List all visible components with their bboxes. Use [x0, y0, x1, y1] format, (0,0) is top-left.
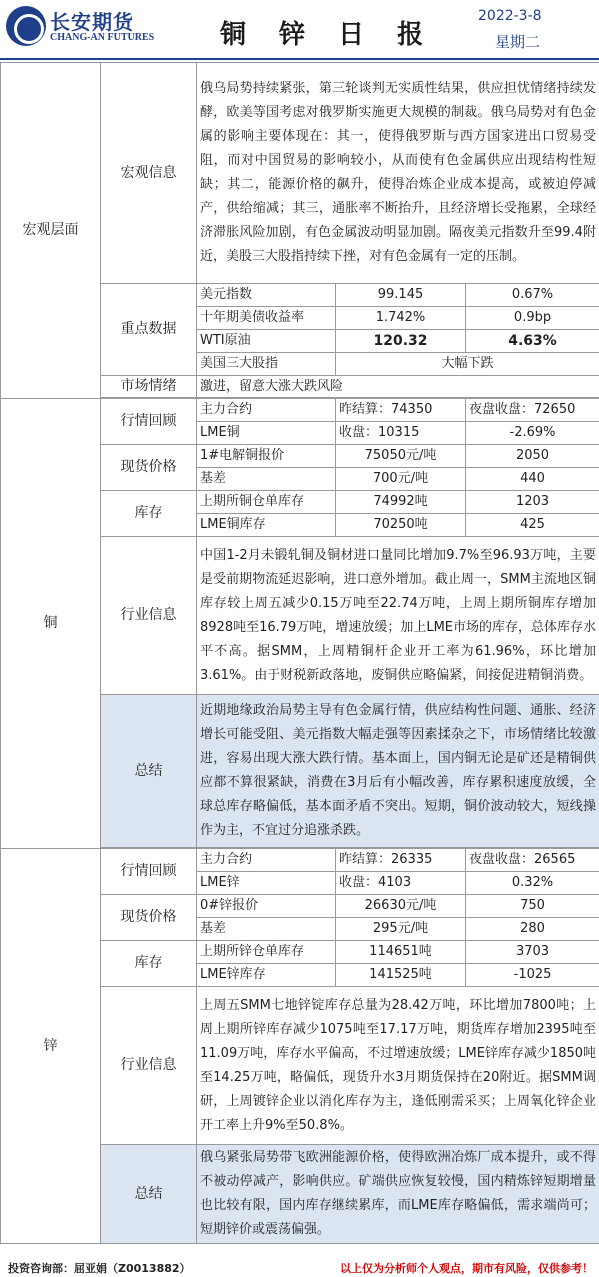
- report-weekday: 星期二: [495, 33, 541, 51]
- zinc-review-c: 夜盘收盘：26565: [466, 849, 599, 872]
- zinc-review-a: LME锌: [197, 872, 336, 895]
- copper-review-b: 收盘：10315: [336, 422, 466, 445]
- zinc-stock-c: 3703: [466, 941, 599, 964]
- copper-summary-text: 近期地缘政治局势主导有色金属行情，供应结构性问题、通胀、经济增长可能受阻、美元指数大幅走强等因素揉杂之下，市场情绪比较激进，容易出现大涨大跌行情。基本面上，国内铜无论是矿还是精铜供应都不算很紧缺，消费在3月后有小幅改善，库存累积速度放缓，全球总库存略偏低，基本面矛盾不突出。短期，铜价波动较大，短线操作为主，不宜过分追涨杀跌。: [197, 695, 599, 848]
- zinc-spot-b: 295元/吨: [336, 918, 466, 941]
- copper-stock-label: 库存: [101, 491, 197, 537]
- sentiment-text: 激进，留意大涨大跌风险: [197, 376, 599, 398]
- copper-summary-label: 总结: [101, 695, 197, 848]
- report-date: 2022-3-8: [478, 8, 542, 24]
- company-name-cn: 长安期货: [50, 10, 134, 34]
- zinc-spot-a: 0#锌报价: [197, 895, 336, 918]
- key-row-name: 美元指数: [197, 284, 336, 307]
- zinc-review-b: 收盘：4103: [336, 872, 466, 895]
- copper-industry-label: 行业信息: [101, 537, 197, 695]
- zinc-summary-text: 俄乌紧张局势带飞欧洲能源价格，使得欧洲冶炼厂成本提升，或不得不被动停减产，影响供应。矿端供应恢复较慢，国内精炼锌短期增量也比较有限，国内库存继续累库，而LME库存略偏低，需求端尚可；短期锌价或震荡偏强。: [197, 1145, 599, 1244]
- zinc-stock-b: 141525吨: [336, 964, 466, 987]
- zinc-spot-a: 基差: [197, 918, 336, 941]
- zinc-review-b: 昨结算：26335: [336, 849, 466, 872]
- report-table: [0, 62, 599, 1244]
- report-title: 铜 锌 日 报: [220, 20, 436, 50]
- zinc-stock-b: 114651吨: [336, 941, 466, 964]
- zinc-stock-label: 库存: [101, 941, 197, 987]
- zinc-spot-c: 750: [466, 895, 599, 918]
- copper-stock-c: 1203: [466, 491, 599, 514]
- copper-spot-b: 75050元/吨: [336, 445, 466, 468]
- zinc-stock-a: 上期所锌仓单库存: [197, 941, 336, 964]
- copper-spot-c: 2050: [466, 445, 599, 468]
- company-name-en: CHANG-AN FUTURES: [50, 32, 155, 43]
- key-row-name: 十年期美债收益率: [197, 307, 336, 330]
- report-header: [0, 0, 599, 60]
- key-row-value: 99.145: [336, 284, 466, 307]
- zinc-review-a: 主力合约: [197, 849, 336, 872]
- copper-industry-text: 中国1-2月未锻轧铜及铜材进口量同比增加9.7%至96.93万吨，主要是受前期物流延迟影响，进口意外增加。截止周一，SMM主流地区铜库存较上周五减少0.15万吨至22.74万吨，上周上期所铜库存增加8928吨至16.79万吨，增速放缓；加上LME市场的库存，总体库存水平不高。据SMM，上周精铜杆企业开工率为61.96%，环比增加3.61%。由于财税新政落地，废铜供应略偏紧，间接促进精铜消费。: [197, 537, 599, 695]
- macro-info-label: 宏观信息: [101, 63, 197, 284]
- copper-review-a: 主力合约: [197, 399, 336, 422]
- copper-review-label: 行情回顾: [101, 399, 197, 445]
- copper-review-c: 夜盘收盘：72650: [466, 399, 599, 422]
- section-copper: 铜: [1, 399, 101, 849]
- risk-disclaimer: 以上仅为分析师个人观点，期市有风险，仅供参考！: [340, 1262, 593, 1275]
- copper-review-c: -2.69%: [466, 422, 599, 445]
- key-row-change: 4.63%: [466, 330, 599, 353]
- report-footer: [0, 1257, 599, 1277]
- key-row-name: 美国三大股指: [197, 353, 336, 376]
- key-row-change: 0.9bp: [466, 307, 599, 330]
- zinc-industry-label: 行业信息: [101, 987, 197, 1145]
- zinc-spot-c: 280: [466, 918, 599, 941]
- copper-spot-b: 700元/吨: [336, 468, 466, 491]
- zinc-review-c: 0.32%: [466, 872, 599, 895]
- zinc-stock-a: LME锌库存: [197, 964, 336, 987]
- copper-spot-a: 基差: [197, 468, 336, 491]
- copper-stock-b: 74992吨: [336, 491, 466, 514]
- zinc-spot-b: 26630元/吨: [336, 895, 466, 918]
- copper-review-b: 昨结算：74350: [336, 399, 466, 422]
- section-macro: 宏观层面: [1, 63, 101, 399]
- copper-spot-label: 现货价格: [101, 445, 197, 491]
- analyst-info: 投资咨询部：屈亚娟（Z0013882）: [8, 1262, 191, 1275]
- macro-info-text: 俄乌局势持续紧张，第三轮谈判无实质性结果，供应担忧情绪持续发酵，欧美等国考虑对俄罗斯实施更大规模的制裁。俄乌局势对有色金属的影响主要体现在：其一，使得俄罗斯与西方国家进出口贸易受阻，而对中国贸易的影响较小，从而使有色金属供应出现结构性短缺；其二，能源价格的飙升，使得冶炼企业成本提高，或被迫停减产，供给缩减；其三，通胀率不断抬升，且经济增长受拖累，全球经济滞胀风险加剧，有色金属波动明显加剧。隔夜美元指数升至99.4附近，美股三大股指持续下挫，对有色金属有一定的压制。: [197, 63, 599, 284]
- copper-stock-c: 425: [466, 514, 599, 537]
- key-row-change: 0.67%: [466, 284, 599, 307]
- zinc-industry-text: 上周五SMM七地锌锭库存总量为28.42万吨，环比增加7800吨；上周上期所锌库存减少1075吨至17.17万吨，期货库存增加2395吨至11.09万吨，库存水平偏高，不过增速放缓；LME锌库存减少1850吨至14.25万吨，略偏低，现货升水3月期货保持在20附近。据SMM调研，上周镀锌企业以消化库存为主，逢低刚需采买；上周氧化锌企业开工率上升9%至50.8%。: [197, 987, 599, 1145]
- section-zinc: 锌: [1, 849, 101, 1244]
- zinc-review-label: 行情回顾: [101, 849, 197, 895]
- zinc-spot-label: 现货价格: [101, 895, 197, 941]
- key-row-value: 1.742%: [336, 307, 466, 330]
- copper-stock-b: 70250吨: [336, 514, 466, 537]
- key-row-name: WTI原油: [197, 330, 336, 353]
- key-data-label: 重点数据: [101, 284, 197, 376]
- zinc-stock-c: -1025: [466, 964, 599, 987]
- copper-spot-a: 1#电解铜报价: [197, 445, 336, 468]
- zinc-summary-label: 总结: [101, 1145, 197, 1244]
- key-row-value: 大幅下跌: [336, 353, 599, 376]
- copper-stock-a: LME铜库存: [197, 514, 336, 537]
- key-row-value: 120.32: [336, 330, 466, 353]
- copper-spot-c: 440: [466, 468, 599, 491]
- sentiment-label: 市场情绪: [101, 376, 197, 398]
- copper-stock-a: 上期所铜仓单库存: [197, 491, 336, 514]
- copper-review-a: LME铜: [197, 422, 336, 445]
- company-logo-icon: [6, 6, 46, 46]
